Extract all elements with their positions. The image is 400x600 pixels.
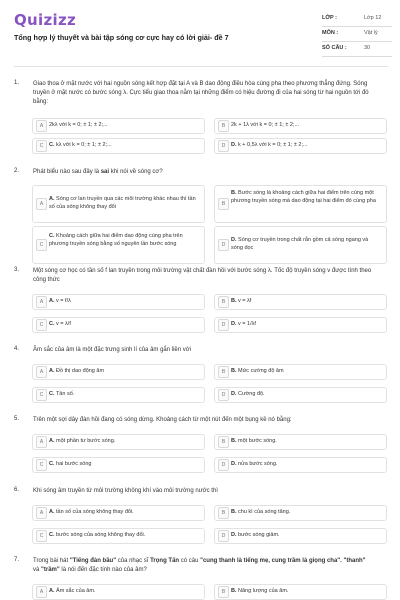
meta-row-grade [322, 12, 392, 27]
question-number: 4. [14, 346, 20, 352]
option-letter: B [218, 507, 229, 519]
option-letter: C [36, 319, 47, 331]
option-text: 2kλ với k = 0; ± 1; ± 2;... [49, 122, 108, 128]
meta-key: LỚP : [322, 15, 337, 21]
option-text: D. Cường độ. [231, 391, 265, 397]
option-letter: C [36, 140, 47, 152]
option-letter: A [36, 366, 47, 378]
question-number: 6. [14, 487, 20, 493]
meta-value: 30 [364, 45, 371, 51]
option-b[interactable] [214, 505, 387, 521]
meta-row-count [322, 42, 392, 57]
option-text: A. Sóng cơ lan truyền qua các môi trường khác nhau thì tần số của sóng không thay đổi [49, 196, 196, 210]
worksheet-meta [322, 12, 392, 57]
option-d[interactable] [214, 528, 387, 544]
meta-value: Vật lý [364, 30, 378, 36]
option-a[interactable] [32, 294, 205, 310]
option-letter: D [218, 459, 229, 471]
question-text: Trong bài hát "Tiếng đàn bầu" của nhạc sĩ Trọng Tấn có câu "cung thanh là tiếng mẹ, cung trầm là giọng cha". "thanh" và "trầm" là nói đến đặc tính nào của âm? [33, 558, 366, 573]
option-text: B. một bước sóng. [231, 438, 277, 444]
option-letter: D [218, 389, 229, 401]
option-letter: A [36, 296, 47, 308]
option-text: D. nửa bước sóng. [231, 461, 278, 467]
option-text: C. hai bước sóng [49, 461, 92, 467]
option-text: C. Tần số. [49, 391, 75, 397]
option-b[interactable] [214, 185, 387, 223]
meta-key: SỐ CÂU : [322, 45, 347, 51]
header [0, 0, 400, 64]
option-d[interactable] [214, 226, 387, 264]
option-text: D. k + 0,5λ với k = 0; ± 1; ± 2;... [231, 142, 308, 148]
question-number: 1. [14, 80, 20, 86]
option-text: B. Năng lượng của âm. [231, 588, 289, 594]
option-letter: B [218, 366, 229, 378]
option-b[interactable] [214, 364, 387, 380]
option-text: C. bước sóng của sóng không thay đổi. [49, 532, 146, 538]
option-a[interactable] [32, 118, 205, 134]
question-number: 5. [14, 416, 20, 422]
option-a[interactable] [32, 505, 205, 521]
question-text: Trên một sợi dây đàn hồi đang có sóng dừng. Khoảng cách từ một nút đến một bụng kề nó bằng: [33, 417, 292, 423]
question-number: 3. [14, 267, 20, 273]
option-text: A. Âm sắc của âm. [49, 588, 96, 594]
option-d[interactable] [214, 457, 387, 473]
option-letter: D [218, 319, 229, 331]
option-letter: D [218, 530, 229, 542]
option-a[interactable] [32, 364, 205, 380]
option-c[interactable] [32, 387, 205, 403]
option-text: B. Mức cường độ âm [231, 368, 284, 374]
option-letter: C [36, 239, 47, 251]
option-letter: B [218, 436, 229, 448]
option-d[interactable] [214, 317, 387, 333]
option-text: D. v = 1/λf [231, 321, 256, 327]
option-letter: D [218, 140, 229, 152]
option-c[interactable] [32, 138, 205, 154]
option-a[interactable] [32, 584, 205, 600]
option-letter: A [36, 120, 47, 132]
option-text: C. Khoảng cách giữa hai điểm dao động cùng pha trên phương truyền sóng bằng số nguyên lần bước sóng [49, 233, 183, 247]
option-letter: B [218, 120, 229, 132]
question-text: Một sóng cơ học có tần số f lan truyền trong môi trường vật chất đàn hồi với bước sóng λ. Tốc độ truyền sóng v được tính theo công thức [33, 268, 372, 283]
option-letter: A [36, 436, 47, 448]
option-letter: B [218, 198, 229, 210]
option-b[interactable] [214, 434, 387, 450]
option-a[interactable] [32, 185, 205, 223]
question-text: Giao thoa ở mặt nước với hai nguồn sóng kết hợp đặt tại A và B dao động điều hòa cùng pha theo phương thẳng đứng. Sóng truyền ở mặt nước có bước sóng λ. Cực tiểu giao thoa nằm tại những điểm có hiệu đường đi của hai sóng từ hai nguồn tới đó bằng: [33, 81, 369, 105]
option-c[interactable] [32, 457, 205, 473]
option-text: A. v = f/λ [49, 298, 71, 304]
option-text: 2k + 1λ với k = 0; ± 1; ± 2;... [231, 122, 300, 128]
option-text: D. Sóng cơ truyền trong chất rắn gồm cả sóng ngang và sóng dọc [231, 237, 369, 251]
option-letter: D [218, 239, 229, 251]
option-letter: B [218, 296, 229, 308]
meta-value: Lớp 12 [364, 15, 382, 21]
option-letter: C [36, 530, 47, 542]
option-c[interactable] [32, 528, 205, 544]
option-text: A. tần số của sóng không thay đổi. [49, 509, 134, 515]
option-letter: C [36, 389, 47, 401]
option-d[interactable] [214, 138, 387, 154]
option-text: A. một phần tư bước sóng. [49, 438, 116, 444]
option-c[interactable] [32, 226, 205, 264]
option-d[interactable] [214, 387, 387, 403]
question-text: Khi sóng âm truyền từ môi trường không khí vào môi trường nước thì [33, 488, 218, 494]
quizizz-logo[interactable]: Quizizz [14, 11, 77, 29]
option-text: C. v = λ/f [49, 321, 71, 327]
option-b[interactable] [214, 584, 387, 600]
meta-row-subject [322, 27, 392, 42]
option-letter: C [36, 459, 47, 471]
option-text: C. kλ với k = 0; ± 1; ± 2;... [49, 142, 112, 148]
option-text: A. Đồ thị dao động âm [49, 368, 105, 374]
option-text: D. bước sóng giảm. [231, 532, 280, 538]
option-b[interactable] [214, 118, 387, 134]
option-text: B. chu kì của sóng tăng. [231, 509, 291, 515]
option-letter: A [36, 507, 47, 519]
option-text: B. Bước sóng là khoảng cách giữa hai điểm trên cùng một phương truyền sóng mà dao động tại hai điểm đó cùng pha [231, 190, 376, 204]
option-c[interactable] [32, 317, 205, 333]
option-a[interactable] [32, 434, 205, 450]
question-number: 7. [14, 557, 20, 563]
worksheet-title: Tổng hợp lý thuyết và bài tập sóng cơ cực hay có lời giải- đề 7 [14, 33, 229, 42]
question-number: 2. [14, 168, 20, 174]
option-letter: A [36, 198, 47, 210]
option-b[interactable] [214, 294, 387, 310]
header-divider [14, 66, 388, 67]
question-text: Âm sắc của âm là một đặc trưng sinh lí của âm gắn liền với [33, 347, 192, 353]
option-letter: A [36, 586, 47, 598]
option-text: B. v = λf [231, 298, 252, 304]
option-letter: B [218, 586, 229, 598]
question-text: Phát biểu nào sau đây là sai khi nói về sóng cơ? [33, 169, 163, 175]
meta-key: MÔN : [322, 30, 339, 36]
